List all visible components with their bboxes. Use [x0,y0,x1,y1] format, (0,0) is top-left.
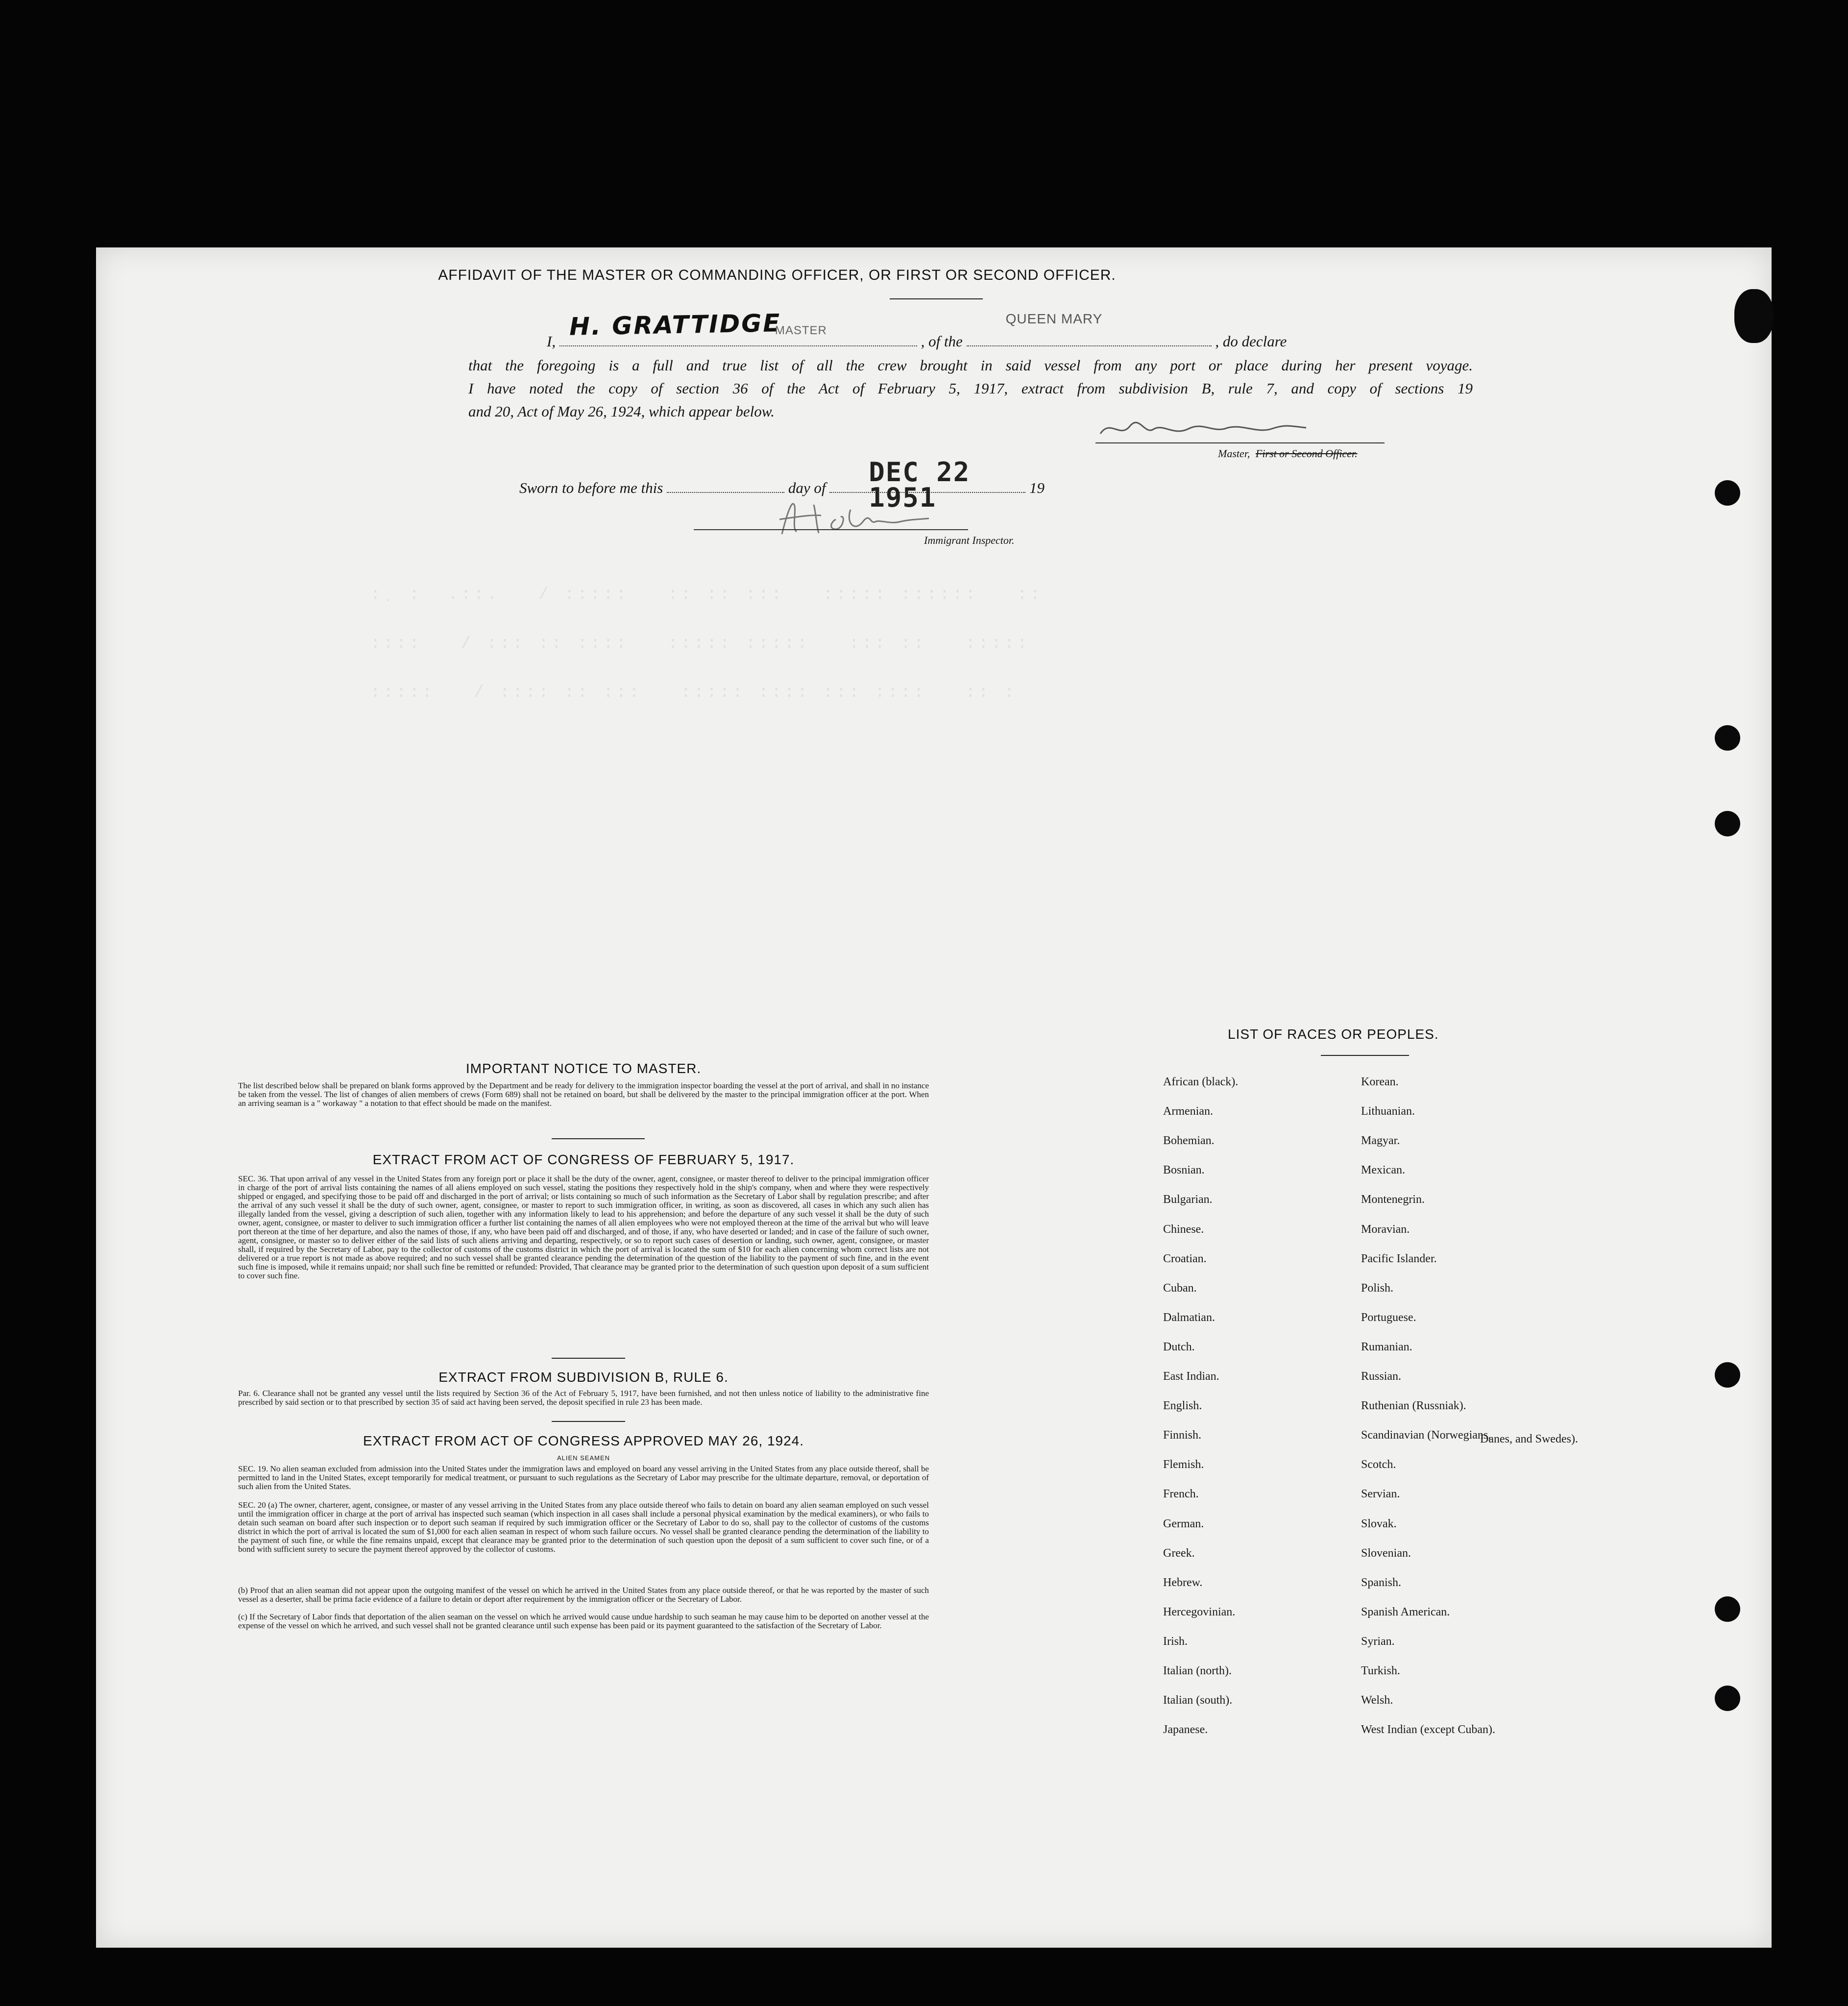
race-left-item: Italian (south). [1163,1694,1233,1707]
subdivision-b-title: EXTRACT FROM SUBDIVISION B, RULE 6. [438,1370,729,1385]
race-left-item: German. [1163,1517,1204,1530]
declaration-line-3: I have noted the copy of section 36 of the Act of February 5, 1917, extract from subdivision B, rule 7, and copy of sections 19 [468,380,1473,397]
day-of-label: day of [788,479,826,496]
declaration-line-4: and 20, Act of May 26, 1924, which appear below. [468,403,775,420]
notice-rule [552,1138,645,1139]
race-right-item: Moravian. [1361,1223,1410,1236]
race-left-item: Croatian. [1163,1252,1207,1265]
race-right-item: Montenegrin. [1361,1193,1425,1206]
race-left-item: French. [1163,1488,1199,1501]
race-left-item: Bohemian. [1163,1134,1215,1148]
extract-1924-title: EXTRACT FROM ACT OF CONGRESS APPROVED MAY 26, 1924. [363,1433,804,1448]
race-right-item: Servian. [1361,1488,1400,1501]
master-signature [1095,414,1311,443]
extract-1924-subtitle: ALIEN SEAMEN [557,1454,610,1462]
ship-name-stamp: QUEEN MARY [1005,311,1103,326]
master-name-field [559,309,917,346]
race-right-item: Pacific Islander. [1361,1252,1437,1265]
race-left-item: Finnish. [1163,1429,1202,1442]
extract-1917-title: EXTRACT FROM ACT OF CONGRESS OF FEBRUARY 5, 1917. [372,1152,795,1167]
inspector-caption: Immigrant Inspector. [924,534,1015,546]
document-sheet [96,247,1772,1948]
ship-name-field [967,311,1212,346]
race-left-item: Flemish. [1163,1458,1204,1471]
race-right-item: Polish. [1361,1281,1394,1295]
race-left-item: Hercegovinian. [1163,1605,1236,1618]
race-left-item: Dalmatian. [1163,1311,1215,1324]
race-right-item: Ruthenian (Russniak). [1361,1399,1466,1413]
do-declare-label: , do declare [1215,333,1287,350]
bleed-through-text: ::::: / :::: :: ::: ::::: :::: ::: :::: :: : [370,684,1018,702]
binder-hole [1715,1362,1740,1388]
notice-title: IMPORTANT NOTICE TO MASTER. [465,1061,702,1076]
extract-1917-body: SEC. 36. That upon arrival of any vessel in the United States from any foreign port or place it shall be the duty of the owner, agent, consignee, or master thereof to deliver to the principal immigration officer in charge of the port of arrival lists containing the names of all aliens employed on such vessel, stating the positions they respectively hold in the ship's company, when and where they were respectively shipped or engaged, and specifying those to be paid off and discharged in the port of arrival; or lists containing so much of such information as the Secretary of Labor shall by regulation prescribe; and after the arrival of any such vessel it shall be the duty of such owner, agent, consignee, or master to report to such immigration officer, in writing, as soon as discovered, all cases in which any such alien has illegally landed from the vessel, giving a description of such alien, together with any information likely to lead to his apprehension; and before the departure of any such vessel it shall be the duty of such owner, agent, consignee, or master to deliver to such immigration officer a further list containing the names of all alien employees who were not employed thereon at the time of the arrival but who will leave port thereon at the time of her departure, and also the names of those, if any, who have been paid off and discharged, and of those, if any, who have deserted or landed; and in case of the failure of such owner, agent, consignee, or master so to deliver either of the said lists of such aliens arriving and departing, respectively, or so to report such cases of desertion or landing, such owner, agent, consignee, or master shall, if required by the Secretary of Labor, pay to the collector of customs of the customs district in which the port of arrival is located the sum of $10 for each alien concerning whom correct lists are not delivered or a true report is not made as above required; and no such vessel shall be granted clearance pending the determination of the question of the liability to the payment of such fine, and in the event such fine is imposed, while it remains unpaid; nor shall such fine be remitted or refunded: Provided, That clearance may be granted prior to the determination of such question upon deposit of a sum sufficient to cover such fine. [238,1174,929,1280]
extract-1917-rule [552,1358,625,1359]
race-left-item: African (black). [1163,1076,1239,1088]
inspector-signature [772,495,934,539]
declaration-line-1 [547,309,1478,355]
race-left-item: English. [1163,1399,1202,1413]
subdivision-b-rule [552,1421,625,1422]
master-caption [1218,447,1358,460]
date-stamp: DEC 22 1951 [869,457,971,513]
race-left-item: Armenian. [1163,1105,1213,1118]
race-right-item: Spanish American. [1361,1605,1450,1618]
extract-1924-sec20b: (b) Proof that an alien seaman did not appear upon the outgoing manifest of the vessel on which he arrived in the United States from any place outside thereof, or that he was reported by the master of such vessel as a deserter, shall be prima facie evidence of a failure to detain or deport after requirement by the immigration officer or the Secretary of Labor. [238,1586,929,1604]
race-right-item: Magyar. [1361,1134,1400,1148]
master-caption-label: Master, [1218,447,1250,460]
race-right-item: Scandinavian (Norwegians, [1361,1429,1491,1442]
race-right-item: Lithuanian. [1361,1105,1415,1118]
declaration-line-2: that the foregoing is a full and true list of all the crew brought in said vessel from any port or place during her present voyage. [468,357,1473,374]
sworn-date-field [829,457,1025,513]
race-left-item: Japanese. [1163,1723,1208,1737]
binder-hole [1715,480,1740,506]
bleed-through-text: : ̣ : .::. / ::::: :: :: ::: ::::: :::::: :: [370,586,1043,604]
race-right-item: Turkish. [1361,1664,1400,1677]
sworn-day-field [667,477,784,493]
race-right-item: Scotch. [1361,1458,1396,1471]
i-label: I, [547,333,556,350]
race-right-item: West Indian (except Cuban). [1361,1723,1495,1737]
inspector-signature-line [694,529,968,530]
race-left-item: East Indian. [1163,1370,1219,1383]
race-left-item: Greek. [1163,1546,1195,1560]
sworn-prefix: Sworn to before me this [519,479,663,496]
races-title-rule [1321,1055,1409,1056]
master-signature-line [1095,442,1385,443]
notice-body: The list described below shall be prepared on blank forms approved by the Department and be ready for delivery to the immigration inspector boarding the vessel at the port of arrival, and shall in no instance be taken from the vessel. The list of changes of alien members of crews (Form 689) shall not be retained on board, but shall be delivered by the master to the principal immigration officer at the port. When an arriving seaman is a " workaway " a notation to that effect should be made on the manifest. [238,1081,929,1108]
struck-officer-caption: First or Second Officer. [1255,447,1358,460]
race-left-item: Irish. [1163,1635,1188,1648]
binder-hole [1715,725,1740,751]
races-title: LIST OF RACES OR PEOPLES. [1228,1027,1439,1042]
binder-hole [1715,811,1740,836]
race-scandinavian-continued: Danes, and Swedes). [1480,1433,1578,1445]
race-right-item: Syrian. [1361,1635,1395,1648]
race-left-item: Hebrew. [1163,1576,1203,1589]
race-right-item: Russian. [1361,1370,1402,1383]
race-left-item: Italian (north). [1163,1664,1232,1677]
affidavit-title: AFFIDAVIT OF THE MASTER OR COMMANDING OFFICER, OR FIRST OR SECOND OFFICER. [438,267,1116,283]
torn-corner-mark [1734,289,1774,343]
binder-hole [1715,1686,1740,1711]
subdivision-b-body: Par. 6. Clearance shall not be granted any vessel until the lists required by Section 36 of the Act of February 5, 1917, have been furnished, and not then unless notice of liability to the administrative fine prescribed by said section or to that prescribed by section 35 of said act having been served, the deposit specified in rule 23 has been made. [238,1389,929,1407]
rank-stamp: MASTER [775,324,827,337]
race-left-item: Bulgarian. [1163,1193,1213,1206]
title-rule [890,298,983,299]
race-right-item: Korean. [1361,1076,1399,1088]
race-right-item: Welsh. [1361,1694,1393,1707]
extract-1924-sec20a: SEC. 20 (a) The owner, charterer, agent, consignee, or master of any vessel arriving in the United States from any place outside thereof who fails to detain on board any alien seaman employed on such vessel until the immigration officer in charge at the port of arrival has inspected such seaman (which inspection in all cases shall include a personal physical examination by the medical examiners), or who fails to detain such seaman on board after such inspection or to deport such seaman if required by such immigration officer or the Secretary of Labor to do so, shall pay to the collector of customs of the customs district in which the port of arrival is located the sum of $1,000 for each alien seaman in respect of whom such failure occurs. No vessel shall be granted clearance pending the determination of the liability to the payment of such fine, or while the fine remains unpaid, except that clearance may be granted prior to the determination of such question upon the deposit of a sum sufficient to cover such fine, or of a bond with sufficient surety to secure the payment thereof approved by the collector of customs. [238,1500,929,1554]
extract-1924-sec20c: (c) If the Secretary of Labor finds that deportation of the alien seaman on the vessel on which he arrived would cause undue hardship to such seaman he may cause him to be deported on another vessel at the expense of the vessel on which he arrived, and such vessel shall not be granted clearance until such expense has been paid or its payment guaranteed to the satisfaction of the Secretary of Labor. [238,1612,929,1630]
master-name-handwritten: H. GRATTIDGE [569,309,781,341]
binder-hole [1715,1596,1740,1622]
extract-1924-sec19: SEC. 19. No alien seaman excluded from admission into the United States under the immigration laws and employed on board any vessel arriving in the United States from any place outside thereof, shall be permitted to land in the United States, except temporarily for medical treatment, or pursuant to such regulations as the Secretary of Labor may prescribe for the ultimate departure, removal, or deportation of such alien from the United States. [238,1464,929,1491]
race-left-item: Bosnian. [1163,1164,1205,1177]
race-right-item: Slovak. [1361,1517,1397,1530]
race-right-item: Rumanian. [1361,1340,1412,1353]
race-right-item: Portuguese. [1361,1311,1416,1324]
race-left-item: Dutch. [1163,1340,1195,1353]
race-right-item: Spanish. [1361,1576,1402,1589]
of-the-label: , of the [921,333,963,350]
race-right-item: Slovenian. [1361,1546,1411,1560]
bleed-through-text: :::: / ::: :: :::: ::::: ::::: ::: :: ::::: [370,635,1030,653]
race-left-item: Cuban. [1163,1281,1197,1295]
race-right-item: Mexican. [1361,1164,1405,1177]
race-left-item: Chinese. [1163,1223,1204,1236]
year-suffix: 19 [1029,479,1045,496]
